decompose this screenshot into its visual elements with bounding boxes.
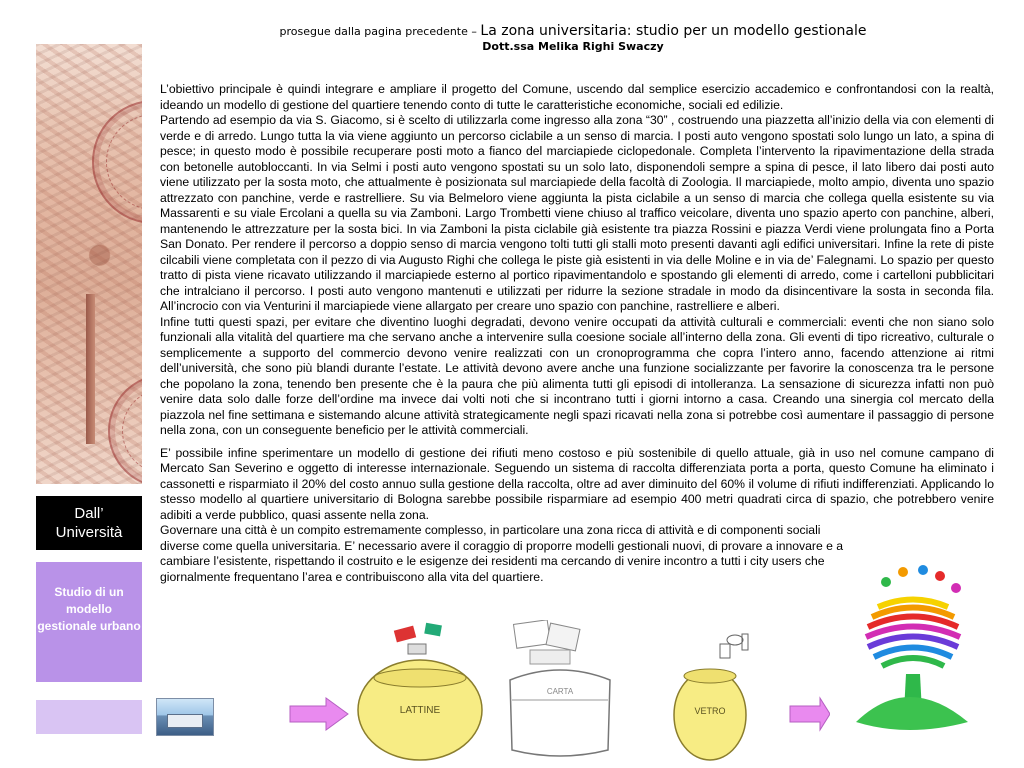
paragraph-4: E’ possibile infine sperimentare un modello di gestione dei rifiuti meno costoso e più sostenibile di quello attuale, già in uso nel comune campano di Mercato San Severino e oggetto di interesse internazionale. Seguendo un sistema di raccolta differenziata porta a porta, questo Comune ha eliminato i cassonetti e risparmiato il 20% del costo annuo sulla gestione della raccolta, oltre ad aver diminuito del 60% il volume di rifiuti indifferenziati. Applicando lo stesso modello al quartiere universitario di Bologna sarebbe possibile risparmiare ad esempio 400 metri quadrati circa di spazio, che potrebbero venire adibiti a verde pubblico, quasi assente nella zona. <box>160 445 994 522</box>
paper-bin-label: CARTA <box>546 687 574 696</box>
paragraph-2: Partendo ad esempio da via S. Giacomo, si è scelto di utilizzarla come ingresso alla zona “30” , costruendo una piazzetta all’inizio della via con elementi di verde e di arredo. Lungo tutta la via viene aggiunto un percorso ciclabile a un senso di marcia. I posti auto vengono spostati solo lungo un lato, a spina di pesce; in questo modo è possibile recuperare posti moto a fianco del marciapiede ciclopedonale. Completa l’intervento la ripavimentazione della strada con betonelle autobloccanti. In via Selmi i posti auto vengono spostati su un solo lato, disponendoli sempre a spina di pesce, il lato libero dai posti auto viene utilizzato per la sosta moto, che attualmente è posizionata sul marciapiede della facoltà di Zoologia. Il marciapiede, molto ampio, diventa uno spazio attrezzato con panchine, verde e rastrelliere. Su via Belmeloro viene aggiunta la pista ciclabile a un senso di marcia che collega quella esistente su via Massarenti e su viale Ercolani a quella su via Zamboni. Largo Trombetti viene chiuso al traffico veicolare, diventa uno spazio aperto con panchine, alberi, mantenendo le attrezzature per la sosta bici. In via Zamboni la pista ciclabile già esistente tra piazza Rossini e piazza Verdi viene prolungata fino a Porta San Donato. Per rendere il percorso a doppio senso di marcia vengono tolti tutti gli stalli moto presenti davanti agli edifici universitari. Infine la rete di piste cilcabili viene completata con il pezzo di via Augusto Righi che collega le piste già esistenti in via delle Moline e in via de’ Falegnami. Lo spazio per questo tratto di pista viene ricavato utilizzando il marciapiede esterno al portico ripavimentandolo e spostando gli elementi di arredo, come i cartelloni pubblicitari che intralciano il percorso. I posti auto vengono mantenuti e utilizzati per ridurre la sezione stradale in modo da disincentivare la sosta in seconda fila. All’incrocio con via Venturini il marciapiede viene allargato per creare uno spazio con panchine, rastrelliere e alberi. <box>160 113 994 313</box>
paragraph-1: L’obiettivo principale è quindi integrare e ampliare il progetto del Comune, uscendo dal semplice esercizio accademico e confrontandosi con la realtà, ideando un modello di gestione del quartiere tenendo conto di tutte le caratteristiche economiche, sociali ed edilizie. <box>160 82 994 112</box>
recycling-illustration <box>230 620 830 765</box>
article-body <box>160 82 994 585</box>
paper-bin-icon <box>510 620 610 756</box>
sidebar-photo <box>36 44 142 484</box>
rainbow-tree-svg <box>848 562 978 742</box>
page-header <box>150 20 996 53</box>
continued-note: prosegue dalla pagina precedente – <box>279 25 481 38</box>
brand-box <box>36 496 142 550</box>
tower-silhouette <box>86 294 95 444</box>
arrow-icon <box>290 698 348 730</box>
seal-ring <box>122 388 142 474</box>
cans-bin-label: LATTINE <box>399 705 441 716</box>
topic-box <box>36 562 142 682</box>
glass-bin-icon <box>674 634 748 760</box>
cans-bin-icon <box>358 623 482 760</box>
arrow-icon <box>790 698 830 730</box>
brand-line-2: Università <box>55 524 123 541</box>
paragraph-5: Governare una città è un compito estremamente complesso, in particolare una zona ricca di attività e di componenti sociali diverse come quella universitaria. E’ necessario avere il coraggio di proporre modelli gestionali nuovi, di provare a innovare e a cambiare l’esistente, rispettando il costruito e le esigenze dei residenti ma cercando di venire incontro a tutti i city users che giornalmente frequentano l’area e contribuiscono alla vita del quartiere. <box>160 523 844 584</box>
recycling-svg <box>230 620 830 765</box>
brand-line-1: Dall’ <box>74 505 104 522</box>
seal-ring <box>106 114 142 210</box>
paragraph-3: Infine tutti questi spazi, per evitare che diventino luoghi degradati, devono venire occupati da attività culturali e commerciali: eventi che non siano solo funzionali alla vitalità del quartiere ma che servano anche a intervenire sulla coesione sociale all’interno della zona. Gli eventi di tipo ricreativo, culturale o semplicemente a supporto del commercio devono venire realizzati con un cronoprogramma che copra l’intero anno, facendo attenzione ai ritmi dell’università, che sono più blandi durante l’estate. Le attività devono avere anche una funzione socializzante per favorire la conoscenza tra le persone che popolano la zona, tenendo ben presente che è la paura che più alimenta tutti gli episodi di intolleranza. La sensazione di sicurezza infatti non può venire data solo dalle forze dell’ordine ma invece dai volti noti che si incontrano tutti i giorni intorno a casa. Creando una sinergia col mercato della piazzola nel fine settimana e sistemando alcune attività strategicamente negli spazi ricavati nella zona si potrebbe così aumentare il passaggio di persone nella zona, con un conseguente beneficio per le attività commerciali. <box>160 314 994 437</box>
page-title: La zona universitaria: studio per un modello gestionale <box>480 23 867 39</box>
bus-thumbnail <box>156 698 214 736</box>
glass-bin-label: VETRO <box>694 706 726 716</box>
topic-label: Studio di un modello gestionale urbano <box>37 585 141 633</box>
bus-shape <box>167 714 203 728</box>
rainbow-tree-illustration <box>848 562 978 742</box>
sidebar-bottom-box <box>36 700 142 734</box>
author-name: Dott.ssa Melika Righi Swaczy <box>482 40 664 53</box>
